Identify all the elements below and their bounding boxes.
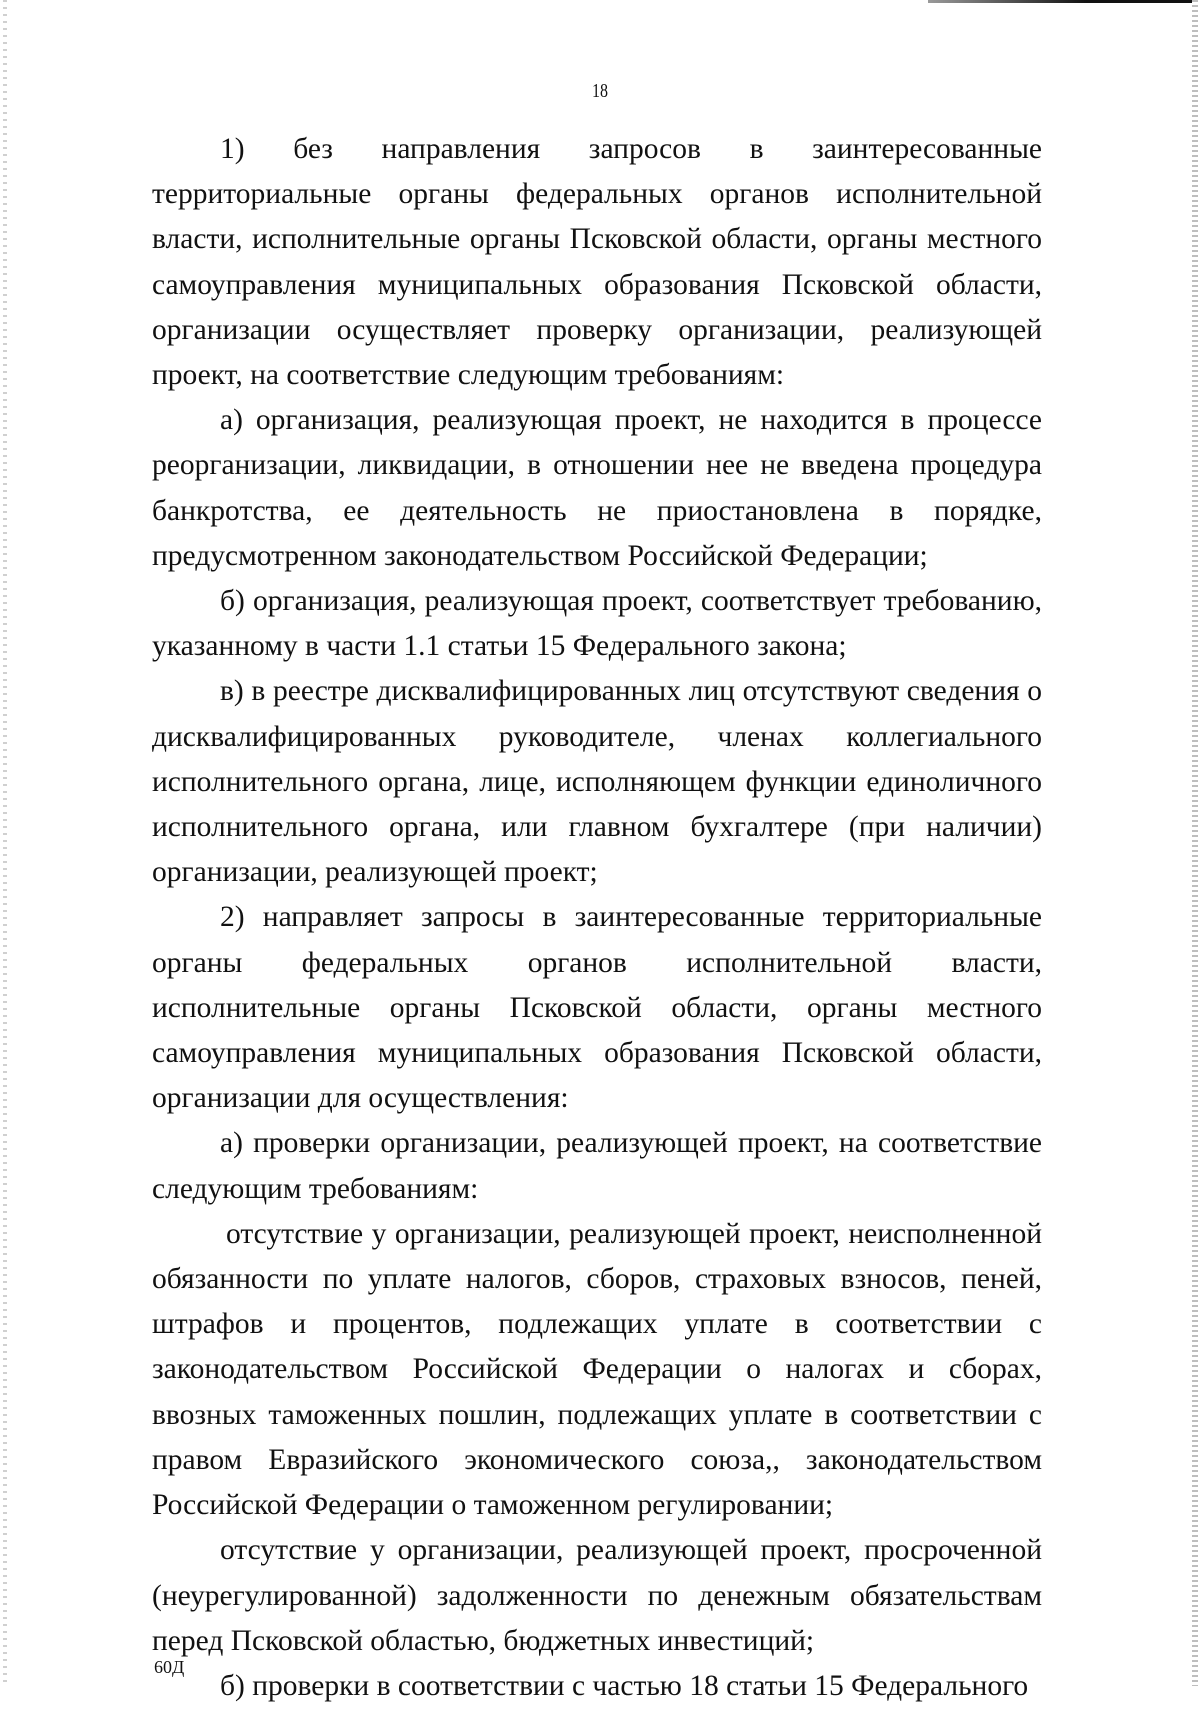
scan-edge-left xyxy=(3,0,7,1686)
paragraph-item-1: 1) без направления запросов в заинтересованные территориальные органы федеральных органов исполнительной власти, исполнительные органы Псковской области, органы местного самоуправления муниципальных образования Псковской области, организации осуществляет проверку организации, реализующей проект, на соответствие следующим требованиям: xyxy=(152,133,1042,392)
paragraph-item-1v: в) в реестре дисквалифицированных лиц отсутствуют сведения о дисквалифицированных руководителе, членах коллегиального исполнительного органа, лице, исполняющем функции единоличного исполнительного органа, или главном бухгалтере (при наличии) организации, реализующей проект; xyxy=(152,675,1042,889)
paragraph-item-2a: а) проверки организации, реализующей проект, на соответствие следующим требованиям: xyxy=(152,1127,1042,1205)
paragraph-item-2b: б) проверки в соответствии с частью 18 статьи 15 Федерального xyxy=(220,1669,1029,1702)
paragraph-item-2a-1: отсутствие у организации, реализующей проект, неисполненной обязанности по уплате налогов, сборов, страховых взносов, пеней, штрафов и процентов, подлежащих уплате в соответствии с законодательством Российской Федерации о налогах и сборах, ввозных таможенных пошлин, подлежащих уплате в соответствии с правом Евразийского экономического союза,, законодательством Российской Федерации о таможенном регулировании; xyxy=(152,1217,1042,1522)
scan-top-bar xyxy=(928,0,1192,3)
paragraph-item-2a-2: отсутствие у организации, реализующей проект, просроченной (неурегулированной) задолженности по денежным обязательствам перед Псковской областью, бюджетных инвестиций; xyxy=(152,1534,1042,1657)
document-body xyxy=(152,127,1042,1709)
paragraph-item-1a: а) организация, реализующая проект, не находится в процессе реорганизации, ликвидации, в отношении нее не введена процедура банкротства, ее деятельность не приостановлена в порядке, предусмотренном законодательством Российской Федерации; xyxy=(152,404,1042,572)
scan-edge-right xyxy=(1192,0,1198,1686)
footer-document-code: 60Д xyxy=(154,1657,185,1677)
page-number: 18 xyxy=(592,80,608,102)
paragraph-item-2: 2) направляет запросы в заинтересованные территориальные органы федеральных органов исполнительной власти, исполнительные органы Псковской области, органы местного самоуправления муниципальных образования Псковской области, организации для осуществления: xyxy=(152,901,1042,1115)
paragraph-item-1b: б) организация, реализующая проект, соответствует требованию, указанному в части 1.1 статьи 15 Федерального закона; xyxy=(152,585,1042,663)
